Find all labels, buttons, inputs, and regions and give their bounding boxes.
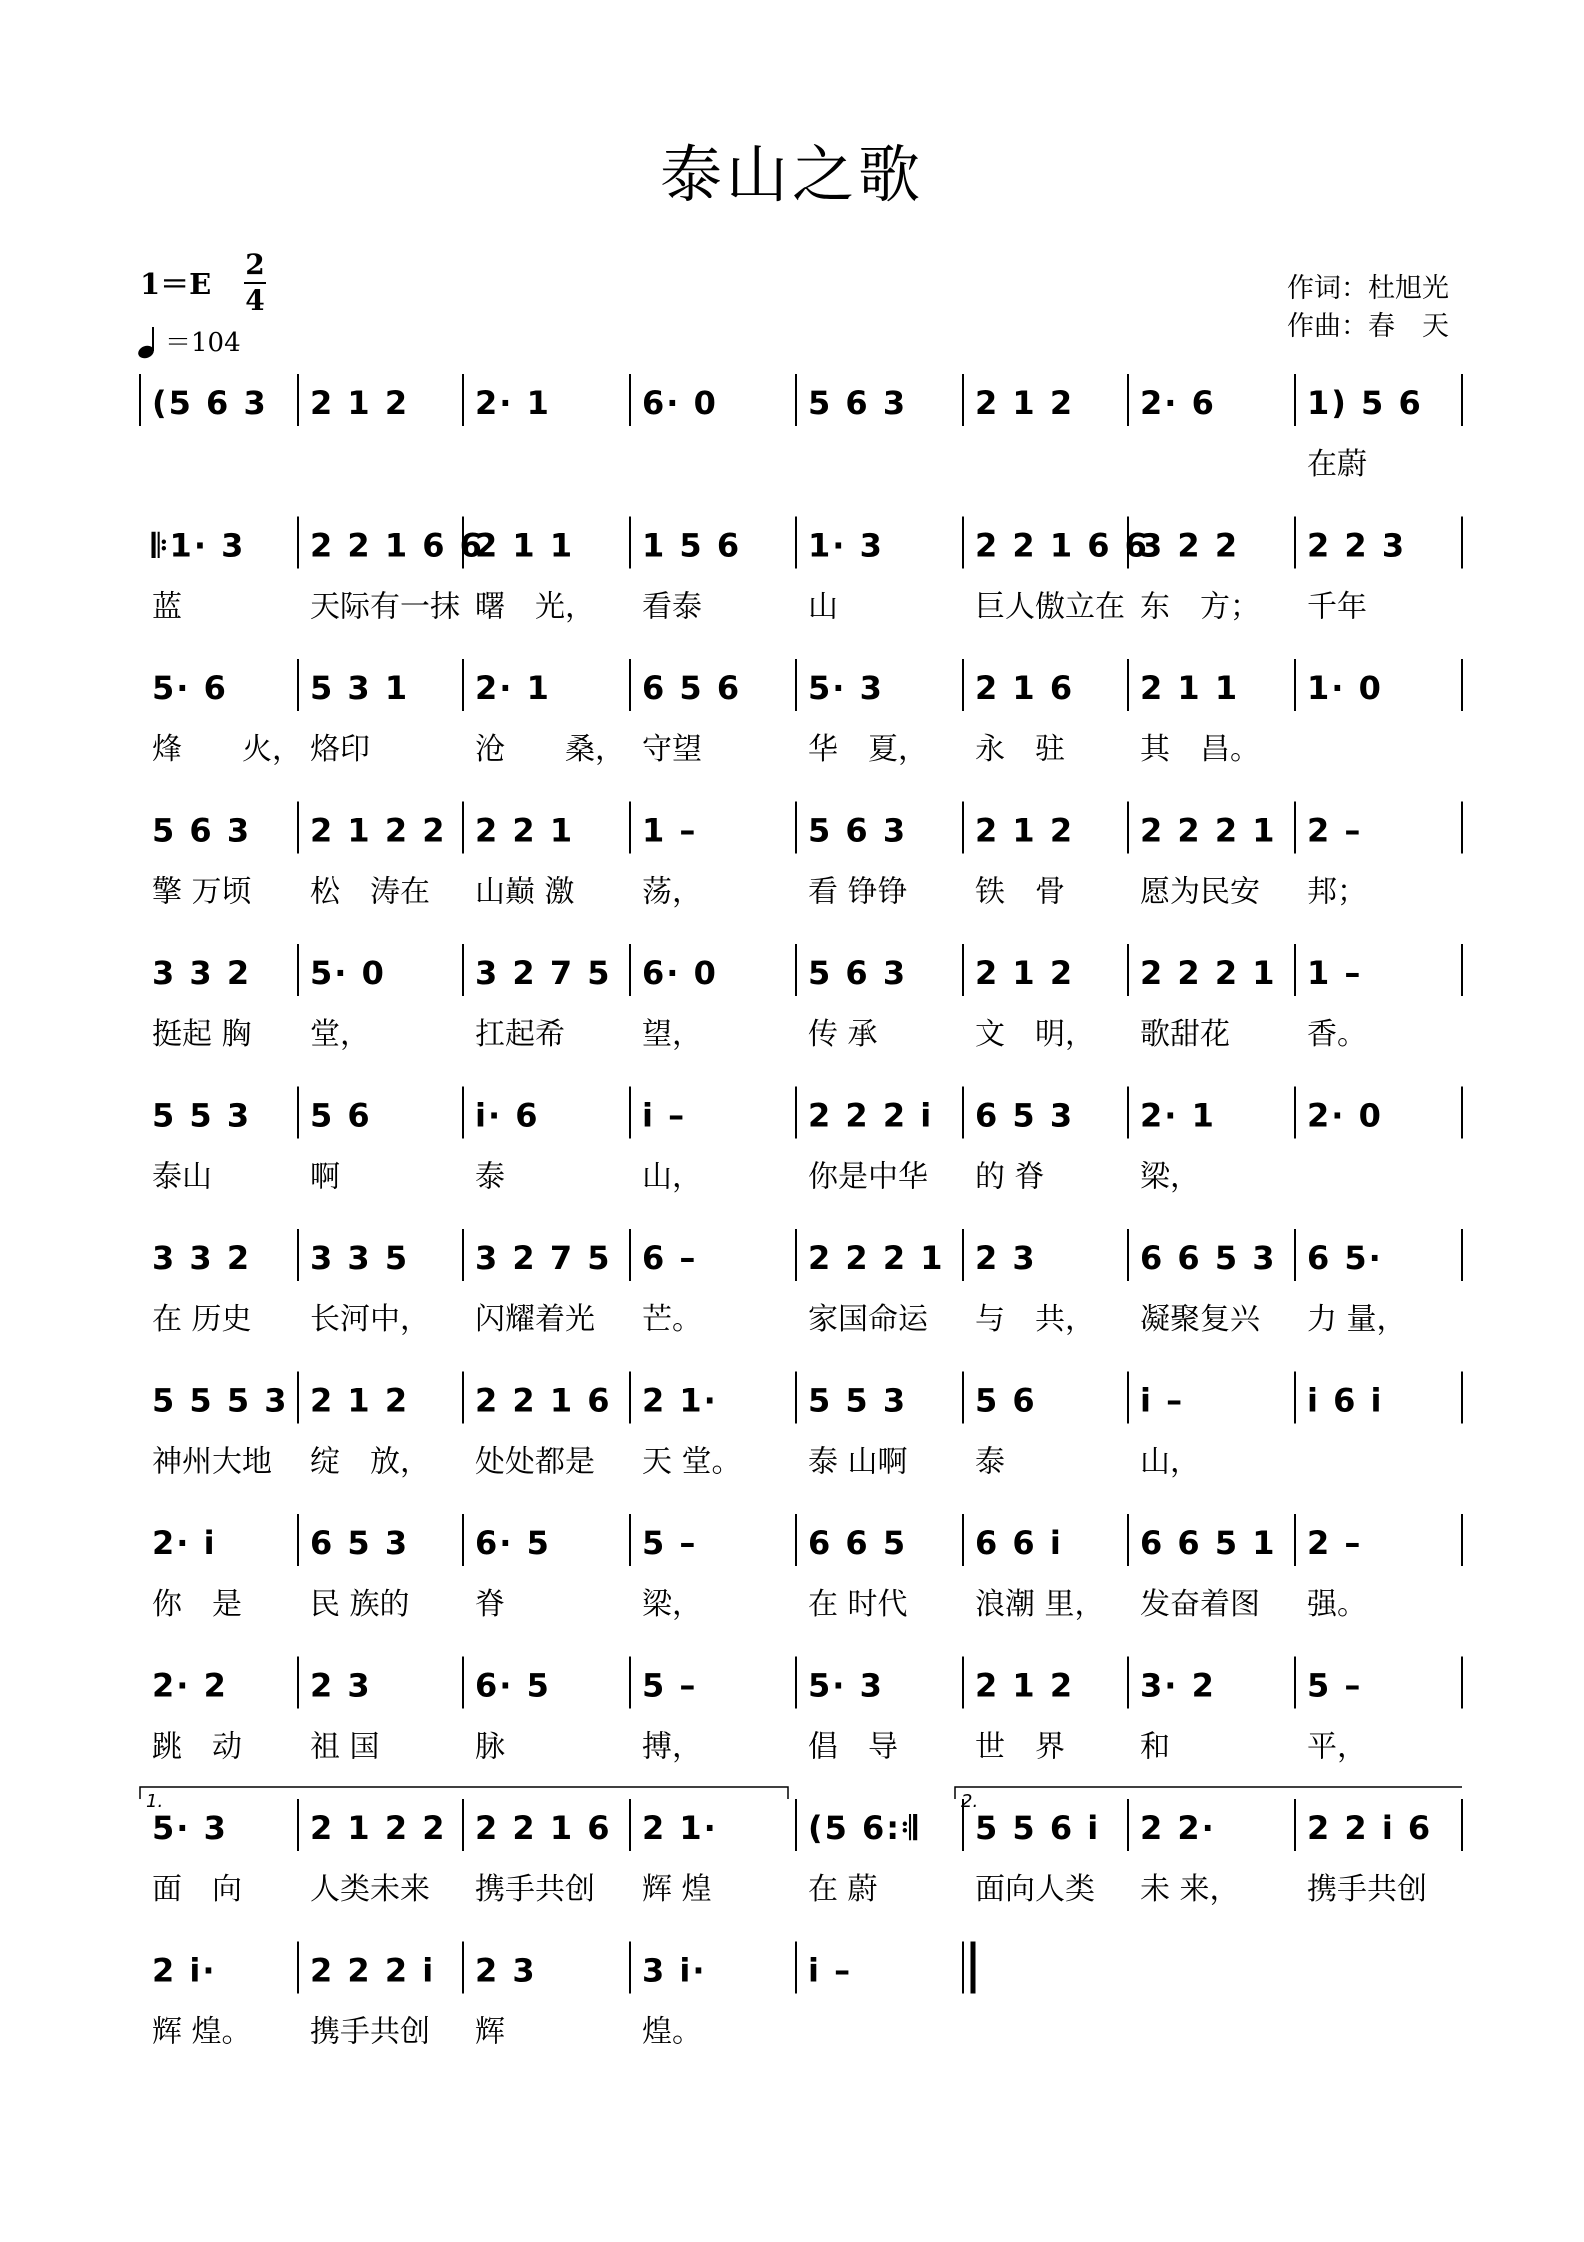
volta-label: 1.	[146, 1791, 164, 1812]
measure-notes: 5· 6	[152, 669, 228, 707]
measure-notes: (5 6 3	[152, 384, 268, 422]
measure-notes: i 6 i	[1307, 1381, 1384, 1420]
volta-bracket	[140, 1787, 788, 1799]
lyric-text: 泰山	[152, 1159, 212, 1195]
lyric-text: 泰	[975, 1444, 1005, 1480]
lyric-text: 烽 火，	[152, 732, 302, 767]
measure-notes: 5 6	[310, 1096, 372, 1135]
lyric-text: 的 脊	[975, 1159, 1045, 1195]
measure-notes: 2· 1	[475, 384, 551, 422]
measure-notes: 3 i·	[642, 1951, 707, 1990]
lyric-text: 看 铮铮	[808, 874, 908, 910]
lyric-text: 梁，	[1140, 1159, 1200, 1195]
lyric-text: 其 昌。	[1140, 732, 1260, 767]
measure-notes: 5 5 5 3	[152, 1381, 289, 1420]
score-system	[152, 1229, 1462, 1337]
measure-notes: i –	[808, 1951, 853, 1990]
measure-notes: 6 5 3	[975, 1096, 1075, 1135]
lyric-text: 携手共创	[475, 1872, 595, 1907]
lyric-text: 邦；	[1307, 874, 1367, 910]
measure-notes: 2 3	[310, 1666, 372, 1705]
lyric-text: 在 时代	[808, 1587, 908, 1622]
score-system	[152, 659, 1462, 767]
lyric-text: 人类未来	[310, 1872, 430, 1907]
lyric-text: 平，	[1307, 1729, 1367, 1765]
measure-notes: 1 5 6	[642, 526, 742, 565]
lyric-text: 搏，	[642, 1729, 702, 1765]
volta-bracket	[955, 1787, 1462, 1799]
measure-notes: 2 1 2	[975, 384, 1075, 422]
lyric-text: 你是中华	[808, 1159, 928, 1195]
measure-notes: 5 –	[642, 1524, 698, 1562]
lyric-text: 挺起 胸	[152, 1017, 252, 1052]
lyric-text: 未 来，	[1140, 1872, 1240, 1907]
measure-notes: 3 2 7 5	[475, 1239, 612, 1277]
measure-notes: 2 2 2 1	[808, 1239, 945, 1277]
measure-notes: 2 1·	[642, 1381, 718, 1420]
lyric-text: 辉 煌。	[152, 2014, 252, 2050]
score-system	[152, 802, 1462, 910]
measure-notes: 6· 0	[642, 954, 718, 992]
measure-notes: 2 1 2 2	[310, 1809, 447, 1847]
lyric-text: 蓝	[152, 589, 182, 625]
lyric-text: 携手共创	[1307, 1872, 1427, 1907]
score-system	[152, 1087, 1462, 1195]
measure-notes: 6· 0	[642, 384, 718, 422]
measure-notes: 1) 5 6	[1307, 384, 1423, 422]
measure-notes: 5 6 3	[808, 384, 908, 422]
measure-notes: 6 6 i	[975, 1524, 1063, 1562]
lyric-text: 倡 导	[808, 1729, 898, 1765]
lyric-text: 看泰	[642, 589, 702, 625]
lyric-text: 强。	[1307, 1587, 1367, 1622]
page-title: 泰山之歌	[659, 138, 924, 211]
measure-notes: 𝄆1· 3	[152, 526, 246, 565]
measure-notes: 6· 5	[475, 1666, 551, 1705]
time-upper: 2	[245, 248, 265, 281]
measure-notes: 2 1 2	[310, 384, 410, 422]
measure-notes: i· 6	[475, 1096, 540, 1135]
measure-notes: 6 6 5 1	[1140, 1524, 1277, 1562]
lyric-text: 千年	[1307, 589, 1367, 625]
measure-notes: 2 1 2	[975, 811, 1075, 850]
measure-notes: 5· 0	[310, 954, 386, 992]
measure-notes: 2· 2	[152, 1666, 228, 1705]
composer-credit: 作曲：春 天	[1287, 311, 1449, 342]
lyric-text: 脊	[475, 1587, 505, 1622]
key-signature: 1＝E	[140, 267, 212, 301]
lyric-text: 煌。	[642, 2014, 702, 2050]
measure-notes: 3 3 2	[152, 954, 252, 992]
lyric-text: 天际有一抹	[310, 589, 460, 625]
lyric-text: 巨人傲立在	[975, 589, 1125, 625]
lyric-text: 歌甜花	[1140, 1017, 1230, 1052]
measure-notes: 2 i·	[152, 1951, 217, 1990]
lyric-text: 荡，	[642, 874, 702, 910]
measure-notes: 5 5 3	[152, 1096, 252, 1135]
measure-notes: 2· 0	[1307, 1096, 1383, 1135]
measure-notes: 2 1 2	[310, 1381, 410, 1420]
lyric-text: 擎 万顷	[152, 874, 252, 910]
lyric-text: 东 方；	[1140, 589, 1260, 625]
measure-notes: 2 2 1 6	[475, 1381, 612, 1420]
lyric-text: 传 承	[808, 1017, 878, 1052]
measure-notes: 2 2 1 6	[475, 1809, 612, 1847]
lyric-text: 泰 山啊	[808, 1444, 908, 1480]
lyric-text: 泰	[475, 1159, 505, 1195]
score-system	[152, 1514, 1462, 1622]
lyric-text: 凝聚复兴	[1140, 1302, 1260, 1337]
score-system	[140, 1787, 1462, 1907]
measure-notes: 5· 3	[808, 1666, 884, 1705]
score-system	[140, 374, 1462, 482]
lyric-text: 在蔚	[1307, 447, 1367, 482]
lyric-text: 文 明，	[975, 1017, 1095, 1052]
lyric-text: 绽 放，	[310, 1444, 430, 1480]
lyric-text: 辉 煌	[642, 1872, 712, 1907]
lyric-text: 梁，	[642, 1587, 702, 1622]
measure-notes: 2 1·	[642, 1809, 718, 1847]
measure-notes: 6 6 5 3	[1140, 1239, 1277, 1277]
lyric-text: 发奋着图	[1140, 1587, 1260, 1622]
measure-notes: 5 5 6 i	[975, 1809, 1101, 1847]
measure-notes: 6 5·	[1307, 1239, 1383, 1277]
lyric-text: 扛起希	[475, 1017, 565, 1052]
lyric-text: 携手共创	[310, 2014, 430, 2050]
lyric-text: 在 历史	[152, 1302, 252, 1337]
measure-notes: i –	[1140, 1381, 1185, 1420]
measure-notes: 2· i	[152, 1524, 217, 1562]
measure-notes: 2 –	[1307, 811, 1363, 850]
lyric-text: 浪潮 里，	[975, 1587, 1105, 1622]
lyric-text: 家国命运	[808, 1302, 928, 1337]
measure-notes: 2 2 2 1	[1140, 811, 1277, 850]
measure-notes: 5 6	[975, 1381, 1037, 1420]
measure-notes: 3 3 5	[310, 1239, 410, 1277]
measure-notes: 2 2 1 6 6	[975, 526, 1149, 565]
measure-notes: 6 5 6	[642, 669, 742, 707]
lyric-text: 神州大地	[152, 1444, 272, 1480]
lyric-text: 跳 动	[152, 1729, 242, 1765]
lyric-text: 闪耀着光	[475, 1302, 595, 1337]
score-system	[152, 1372, 1462, 1480]
measure-notes: 5 6 3	[152, 811, 252, 850]
lyric-text: 祖 国	[310, 1729, 380, 1765]
lyric-text: 力 量，	[1307, 1302, 1407, 1337]
measure-notes: 1 –	[642, 811, 698, 850]
lyric-text: 在 蔚	[808, 1872, 878, 1907]
measure-notes: 2 –	[1307, 1524, 1363, 1562]
measure-notes: i –	[642, 1096, 687, 1135]
score-system	[152, 1942, 973, 2050]
lyric-text: 沧 桑，	[475, 732, 625, 767]
tempo-value: ＝104	[165, 328, 241, 358]
lyric-text: 堂，	[310, 1017, 370, 1052]
lyric-text: 山，	[1140, 1444, 1200, 1480]
lyric-text: 你 是	[152, 1587, 242, 1622]
measure-notes: 2 2 2 i	[310, 1951, 436, 1990]
measure-notes: 2 2 2 i	[808, 1096, 934, 1135]
measure-notes: 5· 3	[808, 669, 884, 707]
measure-notes: 2 2 1 6 6	[310, 526, 484, 565]
measure-notes: 2 1 6	[975, 669, 1075, 707]
volta-label: 2.	[961, 1791, 979, 1812]
lyric-text: 芒。	[642, 1302, 702, 1337]
score-system	[152, 944, 1462, 1052]
measure-notes: 5 5 3	[808, 1381, 908, 1420]
lyric-text: 烙印	[310, 732, 370, 767]
lyric-text: 愿为民安	[1140, 874, 1260, 910]
lyric-text: 面向人类	[975, 1872, 1095, 1907]
measure-notes: 6· 5	[475, 1524, 551, 1562]
measure-notes: 2· 1	[475, 669, 551, 707]
measure-notes: 2 1 2 2	[310, 811, 447, 850]
lyric-text: 山，	[642, 1159, 702, 1195]
measure-notes: 6 6 5	[808, 1524, 908, 1562]
measure-notes: 2· 1	[1140, 1096, 1216, 1135]
measure-notes: 3 2 2	[1140, 526, 1240, 565]
lyric-text: 长河中，	[310, 1302, 430, 1337]
lyric-text: 啊	[310, 1159, 340, 1195]
measure-notes: 2 2 3	[1307, 526, 1407, 565]
lyric-text: 脉	[475, 1729, 505, 1765]
measure-notes: 3 3 2	[152, 1239, 252, 1277]
lyric-text: 民 族的	[310, 1587, 410, 1622]
lyric-text: 松 涛在	[310, 874, 430, 910]
measure-notes: 5 6 3	[808, 954, 908, 992]
lyric-text: 华 夏，	[808, 732, 928, 767]
measure-notes: 2 2 i 6	[1307, 1809, 1433, 1847]
lyric-text: 与 共，	[975, 1302, 1095, 1337]
measure-notes: 2 1 2	[975, 954, 1075, 992]
measure-notes: 2 2·	[1140, 1809, 1216, 1847]
score-system	[151, 517, 1462, 625]
lyric-text: 铁 骨	[975, 874, 1065, 910]
measure-notes: 3 2 7 5	[475, 954, 612, 992]
lyric-text: 山巅 激	[475, 874, 575, 910]
lyric-text: 曙 光，	[475, 589, 595, 625]
measure-notes: 2 2 1	[475, 811, 575, 850]
measure-notes: 3· 2	[1140, 1666, 1216, 1705]
measure-notes: 5 3 1	[310, 669, 410, 707]
measure-notes: 1· 3	[808, 526, 884, 565]
lyric-text: 守望	[642, 732, 702, 767]
lyric-text: 永 驻	[975, 732, 1065, 767]
measure-notes: (5 6:𝄇	[808, 1809, 919, 1847]
lyric-text: 山	[808, 589, 838, 625]
lyric-text: 处处都是	[475, 1444, 595, 1480]
measure-notes: 6 –	[642, 1239, 698, 1277]
measure-notes: 5 –	[1307, 1666, 1363, 1705]
score-system	[152, 1657, 1462, 1765]
measure-notes: 1 –	[1307, 954, 1363, 992]
measure-notes: 6 5 3	[310, 1524, 410, 1562]
lyric-text: 望，	[642, 1017, 702, 1052]
measure-notes: 2 3	[975, 1239, 1037, 1277]
lyric-text: 天 堂。	[642, 1444, 742, 1480]
measure-notes: 2 1 2	[975, 1666, 1075, 1705]
measure-notes: 2 3	[475, 1951, 537, 1990]
time-lower: 4	[245, 284, 265, 317]
lyric-text: 世 界	[975, 1729, 1065, 1765]
measure-notes: 2· 6	[1140, 384, 1216, 422]
measure-notes: 5· 3	[152, 1809, 228, 1847]
measure-notes: 1· 0	[1307, 669, 1383, 707]
measure-notes: 5 –	[642, 1666, 698, 1705]
lyric-text: 辉	[475, 2014, 505, 2050]
lyric-text: 香。	[1307, 1017, 1367, 1052]
measure-notes: 2 1 1	[475, 526, 575, 565]
lyric-text: 面 向	[152, 1872, 242, 1907]
measure-notes: 2 1 1	[1140, 669, 1240, 707]
lyricist-credit: 作词：杜旭光	[1287, 273, 1449, 304]
measure-notes: 5 6 3	[808, 811, 908, 850]
lyric-text: 和	[1140, 1729, 1170, 1765]
measure-notes: 2 2 2 1	[1140, 954, 1277, 992]
